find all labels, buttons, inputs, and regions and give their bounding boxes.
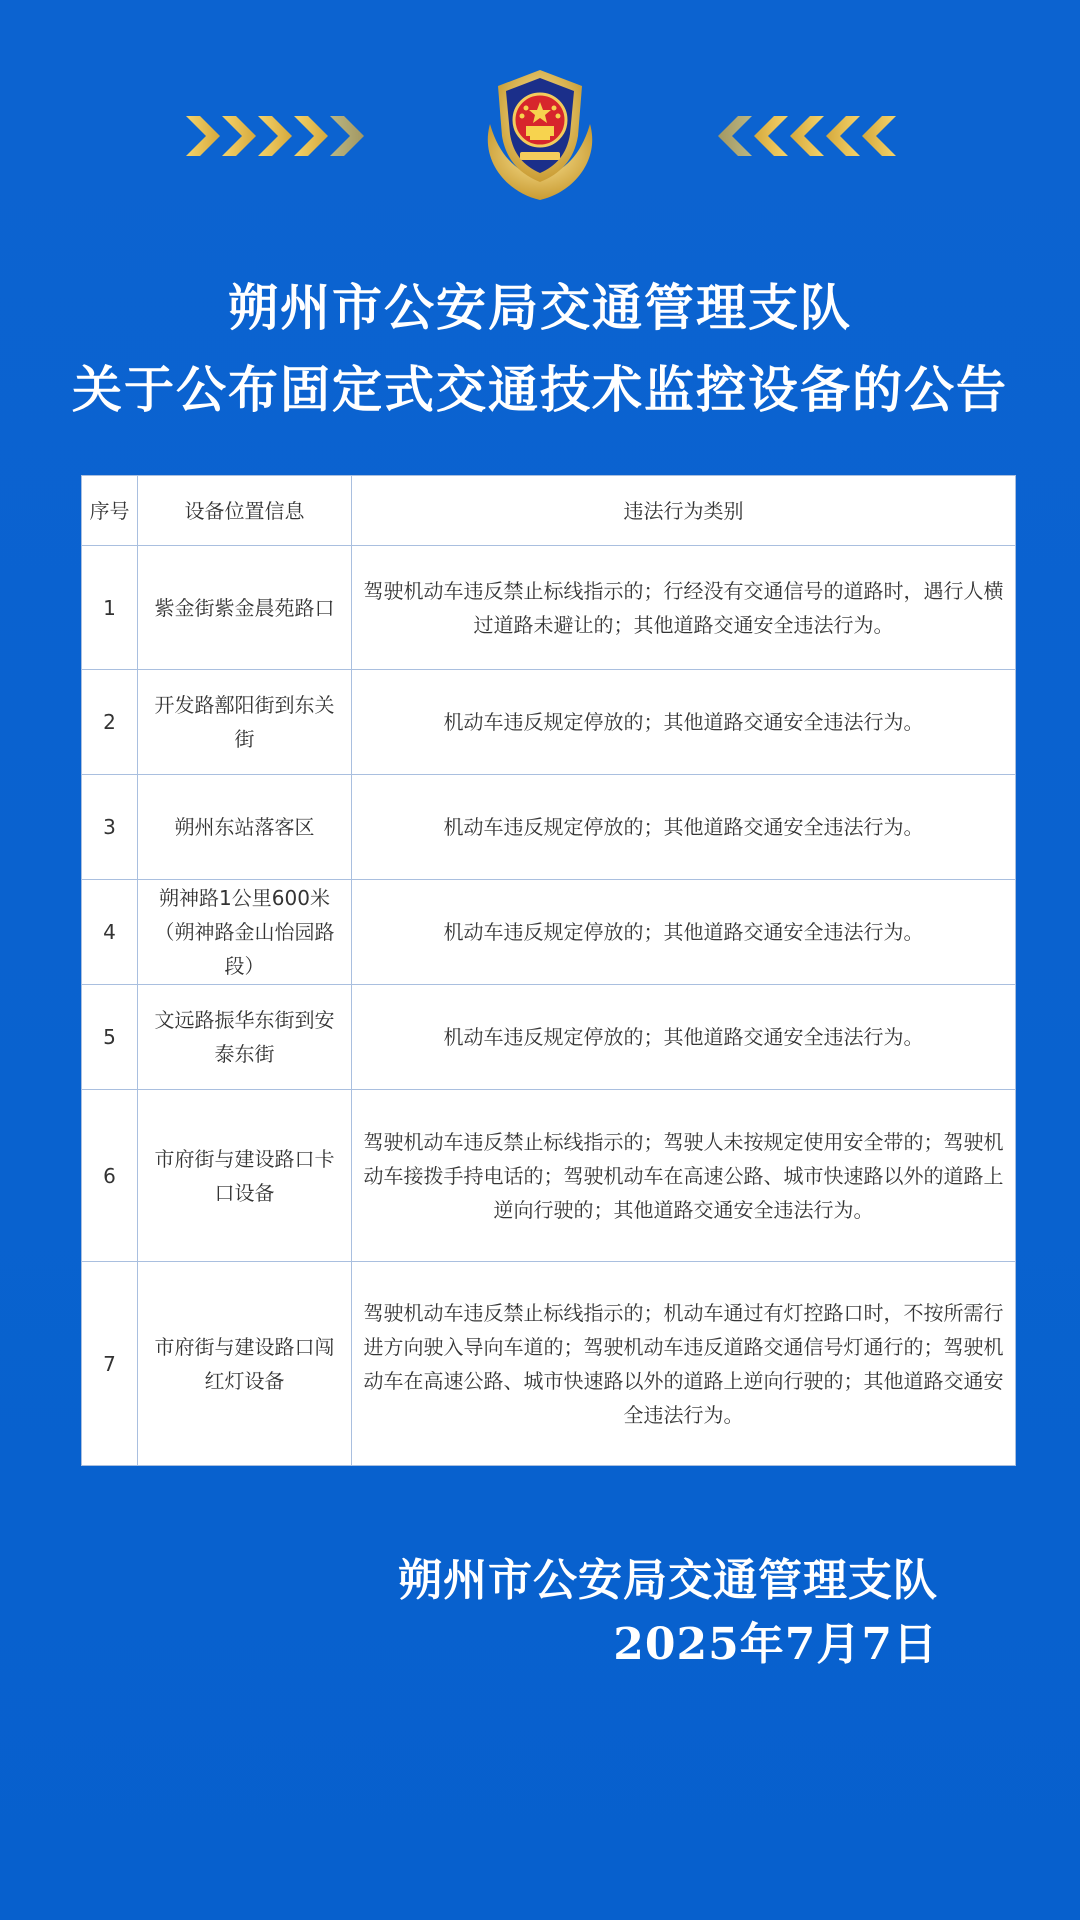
row-location: 朔州东站落客区 bbox=[138, 775, 352, 880]
row-location: 文远路振华东街到安泰东街 bbox=[138, 985, 352, 1090]
table-row bbox=[82, 880, 1016, 985]
row-violation: 驾驶机动车违反禁止标线指示的；机动车通过有灯控路口时，不按所需行进方向驶入导向车道的；驾驶机动车违反道路交通信号灯通行的；驾驶机动车在高速公路、城市快速路以外的道路上逆向行驶的；其他道路交通安全违法行为。 bbox=[352, 1262, 1016, 1466]
column-header-seq: 序号 bbox=[82, 476, 138, 546]
row-seq: 6 bbox=[82, 1090, 138, 1262]
police-badge-icon bbox=[470, 64, 610, 204]
table-row bbox=[82, 1262, 1016, 1466]
issuing-organization: 朔州市公安局交通管理支队 bbox=[398, 1555, 938, 1606]
issue-date: 2025年7月7日 bbox=[613, 1619, 938, 1670]
row-violation: 机动车违反规定停放的；其他道路交通安全违法行为。 bbox=[352, 775, 1016, 880]
table-row bbox=[82, 985, 1016, 1090]
row-location: 市府街与建设路口卡口设备 bbox=[138, 1090, 352, 1262]
column-header-violation: 违法行为类别 bbox=[352, 476, 1016, 546]
monitoring-equipment-table bbox=[81, 475, 1015, 1466]
row-location: 朔神路1公里600米（朔神路金山怡园路段） bbox=[138, 880, 352, 985]
table-row bbox=[82, 775, 1016, 880]
row-violation: 机动车违反规定停放的；其他道路交通安全违法行为。 bbox=[352, 670, 1016, 775]
row-violation: 驾驶机动车违反禁止标线指示的；行经没有交通信号的道路时，遇行人横过道路未避让的；其他道路交通安全违法行为。 bbox=[352, 546, 1016, 670]
table-row bbox=[82, 670, 1016, 775]
page-title-line1: 朔州市公安局交通管理支队 bbox=[228, 279, 852, 337]
row-violation: 机动车违反规定停放的；其他道路交通安全违法行为。 bbox=[352, 985, 1016, 1090]
chevrons-right-icon bbox=[186, 116, 376, 156]
column-header-location: 设备位置信息 bbox=[138, 476, 352, 546]
chevrons-left-icon bbox=[706, 116, 896, 156]
table-header-row bbox=[82, 476, 1016, 546]
row-seq: 7 bbox=[82, 1262, 138, 1466]
row-seq: 5 bbox=[82, 985, 138, 1090]
row-violation: 机动车违反规定停放的；其他道路交通安全违法行为。 bbox=[352, 880, 1016, 985]
row-seq: 2 bbox=[82, 670, 138, 775]
row-violation: 驾驶机动车违反禁止标线指示的；驾驶人未按规定使用安全带的；驾驶机动车接拨手持电话的；驾驶机动车在高速公路、城市快速路以外的道路上逆向行驶的；其他道路交通安全违法行为。 bbox=[352, 1090, 1016, 1262]
row-location: 市府街与建设路口闯红灯设备 bbox=[138, 1262, 352, 1466]
table-row bbox=[82, 1090, 1016, 1262]
row-location: 开发路鄯阳街到东关街 bbox=[138, 670, 352, 775]
row-seq: 1 bbox=[82, 546, 138, 670]
row-location: 紫金街紫金晨苑路口 bbox=[138, 546, 352, 670]
row-seq: 3 bbox=[82, 775, 138, 880]
row-seq: 4 bbox=[82, 880, 138, 985]
page-title-line2: 关于公布固定式交通技术监控设备的公告 bbox=[72, 361, 1008, 419]
table-row bbox=[82, 546, 1016, 670]
